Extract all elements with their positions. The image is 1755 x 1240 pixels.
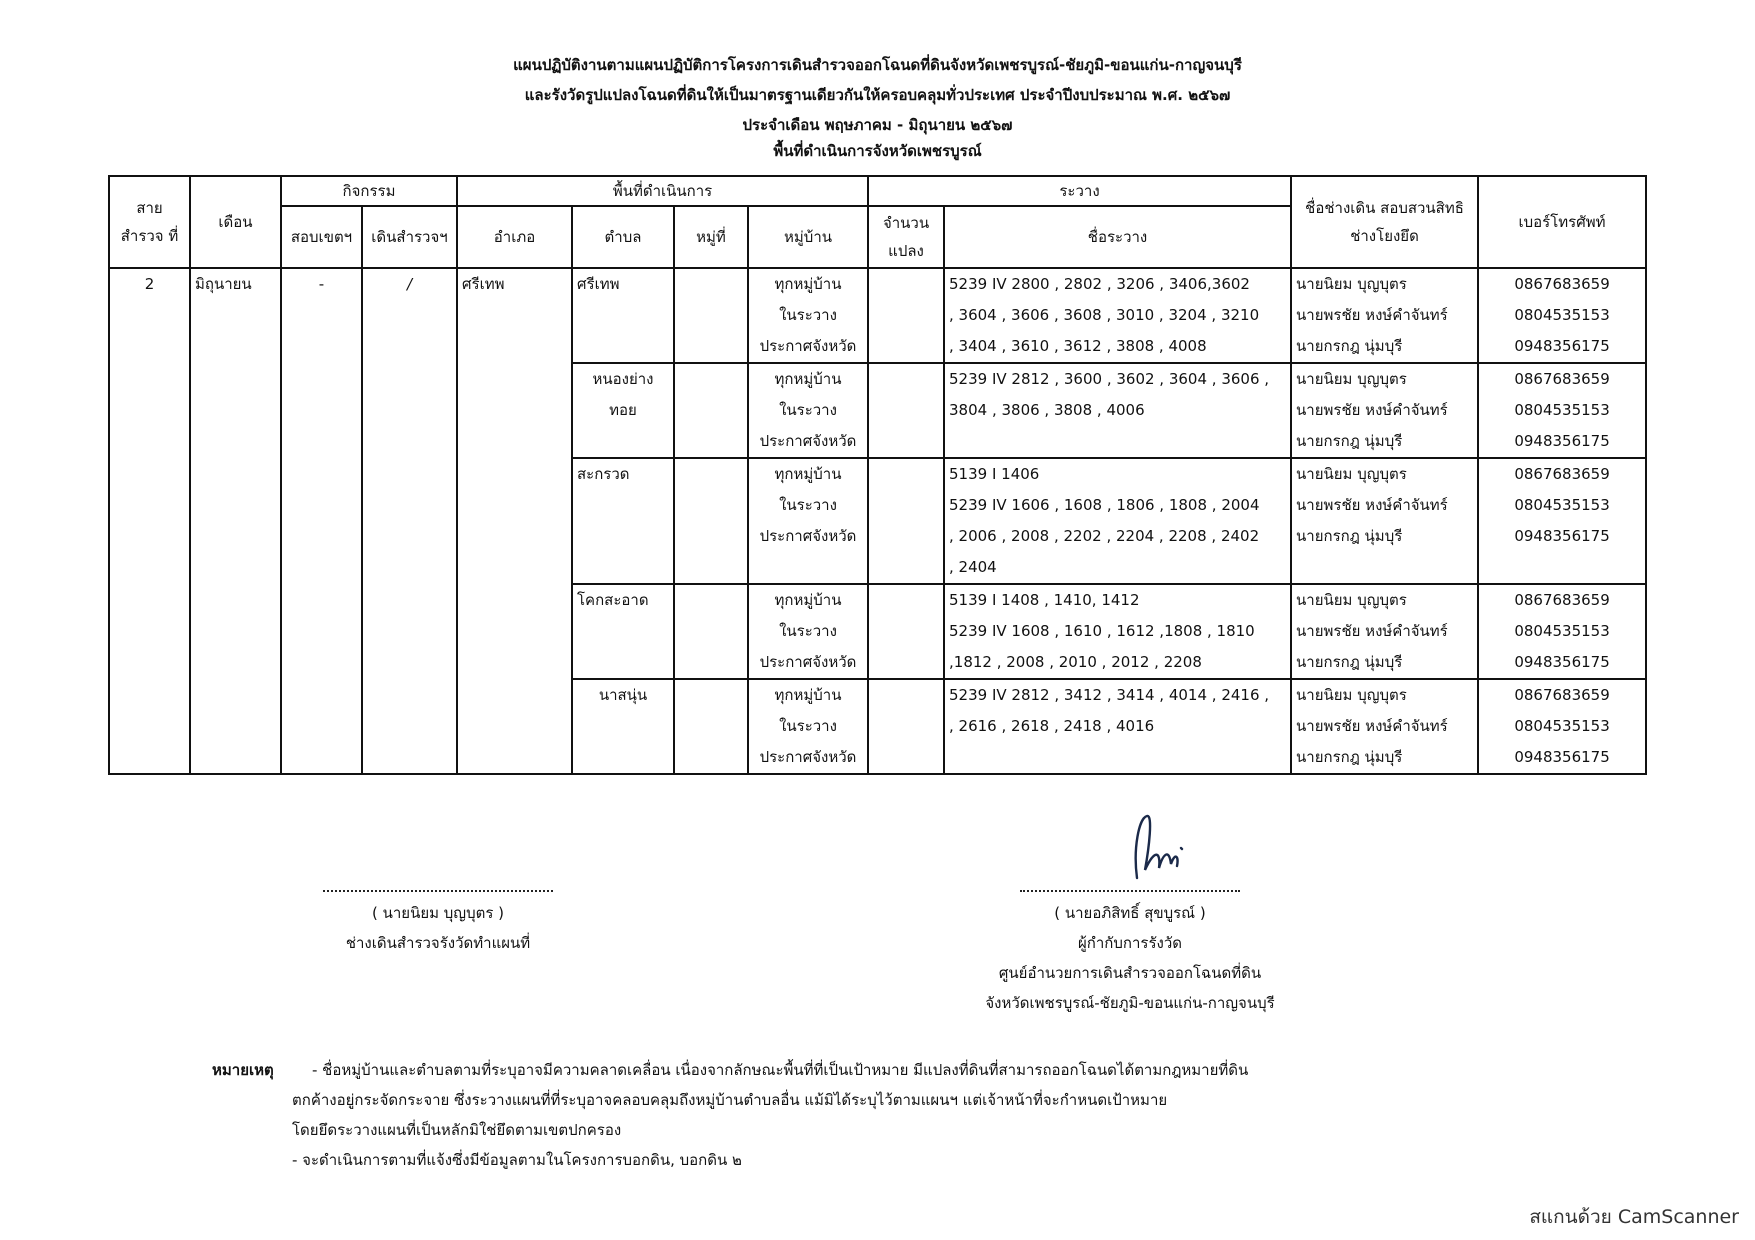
header-district: อำเภอ <box>457 206 572 268</box>
village-cell: ทุกหมู่บ้าน ในระวาง ประกาศจังหวัด <box>748 268 868 363</box>
district-cell: ศรีเทพ <box>457 268 572 774</box>
phone-cell: 0867683659 0804535153 0948356175 <box>1478 679 1646 774</box>
document-title <box>0 50 1755 162</box>
village-cell: ทุกหมู่บ้าน ในระวาง ประกาศจังหวัด <box>748 458 868 584</box>
signature-block-left <box>318 888 558 958</box>
signature-mark <box>1125 808 1205 888</box>
header-activity-boundary: สอบเขตฯ <box>281 206 362 268</box>
remarks-line-4: - จะดำเนินการตามที่แจ้งซึ่งมีข้อมูลตามในโครงการบอกดิน, บอกดิน ๒ <box>292 1151 742 1169</box>
surveyor-cell: นายนิยม บุญบุตร นายพรชัย หงษ์คำจันทร์ นายกรกฎ นุ่มบุรี <box>1291 679 1478 774</box>
village-cell: ทุกหมู่บ้าน ในระวาง ประกาศจังหวัด <box>748 584 868 679</box>
sheet-name-cell: 5239 IV 2812 , 3600 , 3602 , 3604 , 3606 , 3804 , 3806 , 3808 , 4006 <box>944 363 1291 458</box>
signer-right-position-2: ศูนย์อำนวยการเดินสำรวจออกโฉนดที่ดิน <box>998 964 1262 982</box>
plot-count-cell <box>868 584 944 679</box>
phone-cell: 0867683659 0804535153 0948356175 <box>1478 584 1646 679</box>
sheet-name-cell: 5239 IV 2800 , 2802 , 3206 , 3406,3602 , 3604 , 3606 , 3608 , 3010 , 3204 , 3210 , 3404 , 3610 , 3612 , 3808 , 4008 <box>944 268 1291 363</box>
moo-cell <box>674 268 748 363</box>
subdistrict-cell: ศรีเทพ <box>572 268 674 363</box>
header-area: พื้นที่ดำเนินการ <box>457 176 868 206</box>
signature-line-right <box>1020 888 1240 892</box>
title-line-1: แผนปฏิบัติงานตามแผนปฏิบัติการโครงการเดินสำรวจออกโฉนดที่ดินจังหวัดเพชรบูรณ์-ชัยภูมิ-ขอนแก่น-กาญจนบุรี <box>513 56 1242 74</box>
signer-left-name: ( นายนิยม บุญบุตร ) <box>371 904 505 922</box>
subdistrict-cell: สะกรวด <box>572 458 674 584</box>
plan-table <box>108 175 1647 775</box>
surveyor-cell: นายนิยม บุญบุตร นายพรชัย หงษ์คำจันทร์ นายกรกฎ นุ่มบุรี <box>1291 363 1478 458</box>
header-subdistrict: ตำบล <box>572 206 674 268</box>
subdistrict-cell: นาสนุ่น <box>572 679 674 774</box>
header-sheet-name: ชื่อระวาง <box>944 206 1291 268</box>
signature-block-right <box>920 888 1340 1018</box>
signer-right-position-1: ผู้กำกับการรังวัด <box>1077 934 1182 952</box>
sheet-name-cell: 5139 I 1408 , 1410, 1412 5239 IV 1608 , 1610 , 1612 ,1808 , 1810 ,1812 , 2008 , 2010 , 2012 , 2208 <box>944 584 1291 679</box>
moo-cell <box>674 679 748 774</box>
remarks-line-3: โดยยึดระวางแผนที่เป็นหลักมิใช่ยึดตามเขตปกครอง <box>292 1121 622 1139</box>
moo-cell <box>674 363 748 458</box>
title-line-3: ประจำเดือน พฤษภาคม - มิถุนายน ๒๕๖๗ <box>742 116 1013 134</box>
subdistrict-cell: หนองย่าง ทอย <box>572 363 674 458</box>
title-line-2: และรังวัดรูปแปลงโฉนดที่ดินให้เป็นมาตรฐานเดียวกันให้ครอบคลุมทั่วประเทศ ประจำปีงบประมาณ พ.ศ. ๒๕๖๗ <box>524 86 1231 104</box>
signer-right-position-3: จังหวัดเพชรบูรณ์-ชัยภูมิ-ขอนแก่น-กาญจนบุรี <box>985 994 1275 1012</box>
table-row <box>109 268 1646 363</box>
header-moo: หมู่ที่ <box>674 206 748 268</box>
signer-right-name: ( นายอภิสิทธิ์ สุขบูรณ์ ) <box>1054 904 1206 922</box>
plot-count-cell <box>868 363 944 458</box>
plot-count-cell <box>868 268 944 363</box>
scanner-watermark: สแกนด้วย CamScanner <box>1529 1206 1739 1228</box>
sheet-name-cell: 5139 I 1406 5239 IV 1606 , 1608 , 1806 , 1808 , 2004 , 2006 , 2008 , 2202 , 2204 , 2208 , 2402 , 2404 <box>944 458 1291 584</box>
surveyor-cell: นายนิยม บุญบุตร นายพรชัย หงษ์คำจันทร์ นายกรกฎ นุ่มบุรี <box>1291 268 1478 363</box>
header-sheet: ระวาง <box>868 176 1291 206</box>
header-activity-survey: เดินสำรวจฯ <box>362 206 457 268</box>
remarks-label: หมายเหตุ <box>212 1061 274 1079</box>
header-surveyor: ชื่อช่างเดิน สอบสวนสิทธิ ช่างโยงยึด <box>1291 176 1478 268</box>
header-phone: เบอร์โทรศัพท์ <box>1478 176 1646 268</box>
activity-survey-cell: / <box>362 268 457 774</box>
village-cell: ทุกหมู่บ้าน ในระวาง ประกาศจังหวัด <box>748 363 868 458</box>
subdistrict-cell: โคกสะอาด <box>572 584 674 679</box>
village-cell: ทุกหมู่บ้าน ในระวาง ประกาศจังหวัด <box>748 679 868 774</box>
moo-cell <box>674 584 748 679</box>
moo-cell <box>674 458 748 584</box>
header-line-no: สาย สำรวจ ที่ <box>109 176 190 268</box>
header-month: เดือน <box>190 176 281 268</box>
header-village: หมู่บ้าน <box>748 206 868 268</box>
signature-line-left <box>323 888 553 892</box>
phone-cell: 0867683659 0804535153 0948356175 <box>1478 268 1646 363</box>
header-activity: กิจกรรม <box>281 176 457 206</box>
remarks-line-2: ตกค้างอยู่กระจัดกระจาย ซึ่งระวางแผนที่ที่ระบุอาจคลอบคลุมถึงหมู่บ้านตำบลอื่น แม้มิได้ระบุไว้ตามแผนฯ แต่เจ้าหน้าที่จะกำหนดเป้าหมาย <box>292 1091 1168 1109</box>
activity-boundary-cell: - <box>281 268 362 774</box>
remarks-line-1: - ชื่อหมู่บ้านและตำบลตามที่ระบุอาจมีความคลาดเคลื่อน เนื่องจากลักษณะพื้นที่ที่เป็นเป้าหมาย มีแปลงที่ดินที่สามารถออกโฉนดได้ตามกฎหมายที่ดิน <box>312 1061 1249 1079</box>
phone-cell: 0867683659 0804535153 0948356175 <box>1478 458 1646 584</box>
title-line-4: พื้นที่ดำเนินการจังหวัดเพชรบูรณ์ <box>773 142 982 160</box>
surveyor-cell: นายนิยม บุญบุตร นายพรชัย หงษ์คำจันทร์ นายกรกฎ นุ่มบุรี <box>1291 458 1478 584</box>
header-plot-count: จำนวน แปลง <box>868 206 944 268</box>
phone-cell: 0867683659 0804535153 0948356175 <box>1478 363 1646 458</box>
sheet-name-cell: 5239 IV 2812 , 3412 , 3414 , 4014 , 2416 , , 2616 , 2618 , 2418 , 4016 <box>944 679 1291 774</box>
surveyor-cell: นายนิยม บุญบุตร นายพรชัย หงษ์คำจันทร์ นายกรกฎ นุ่มบุรี <box>1291 584 1478 679</box>
signer-left-position: ช่างเดินสำรวจรังวัดทำแผนที่ <box>345 934 531 952</box>
plot-count-cell <box>868 679 944 774</box>
line-no-cell: 2 <box>109 268 190 774</box>
plot-count-cell <box>868 458 944 584</box>
month-cell: มิถุนายน <box>190 268 281 774</box>
